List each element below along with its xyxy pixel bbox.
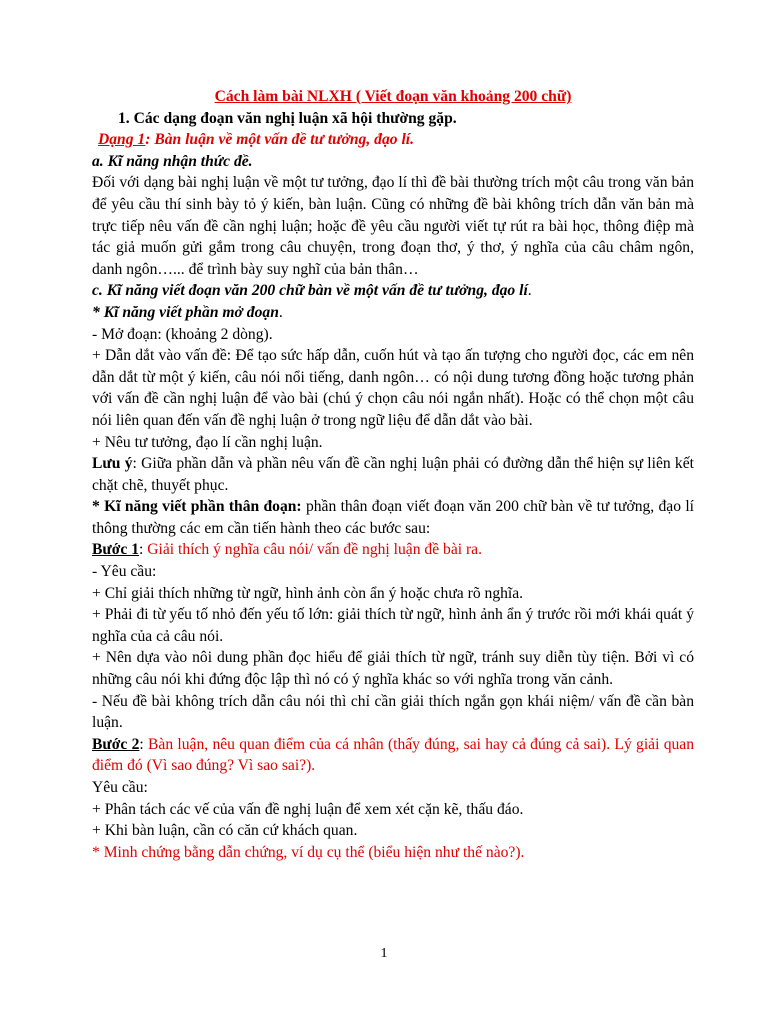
dan-dat-paragraph: + Dẫn dắt vào vấn đề: Để tạo sức hấp dẫn, cuốn hút và tạo ấn tượng cho người đọc, các em nên dẫn dắt từ một ý kiến, câu nói nổi tiếng, danh ngôn… có nội dung tương đồng hoặc tương phản với vấn đề cần nghị luận để vào bài (chú ý chọn câu nói ngắn nhất). Hoặc có thể chọn một câu nói liên quan đến vấn đề nghị luận ở trong ngữ liệu để dẫn dắt vào bài. bbox=[92, 347, 694, 429]
mo-doan-heading-end: . bbox=[278, 303, 283, 321]
subheading-c-text: c. Kĩ năng viết đoạn văn 200 chữ bàn về một vấn đề tư tưởng, đạo lí bbox=[92, 282, 528, 300]
document-title: Cách làm bài NLXH ( Viết đoạn văn khoảng 200 chữ) bbox=[214, 88, 572, 105]
buoc-1-line: - Nếu đề bài không trích dẫn câu nói thì chỉ cần giải thích ngắn gọn khái niệm/ vấn đề cần bàn luận. bbox=[92, 692, 694, 732]
buoc-2-heading bbox=[92, 734, 694, 777]
buoc-2-text: Bàn luận, nêu quan điểm của cá nhân (thấy đúng, sai hay cả đúng cả sai). Lý giải quan điểm đó (Vì sao đúng? Vì sao sai?). bbox=[92, 735, 695, 775]
subheading-c-end: . bbox=[527, 282, 532, 300]
buoc-2-colon: : bbox=[139, 735, 149, 753]
subheading-c bbox=[92, 280, 694, 302]
buoc-1-line: - Yêu cầu: bbox=[92, 563, 157, 581]
mo-doan-heading bbox=[92, 302, 694, 324]
buoc-1-label: Bước 1 bbox=[92, 541, 140, 559]
minh-chung-line: * Minh chứng bằng dẫn chứng, ví dụ cụ thể (biểu hiện như thế nào?). bbox=[92, 843, 525, 861]
luu-y-text: : Giữa phần dẫn và phần nêu vấn đề cần nghị luận phải có đường dẫn thể hiện sự liên kết chặt chẽ, thuyết phục. bbox=[92, 455, 694, 494]
mo-doan-heading-text: * Kĩ năng viết phần mở đoạn bbox=[92, 303, 279, 321]
luu-y-label: Lưu ý bbox=[92, 455, 133, 473]
than-doan-paragraph bbox=[92, 496, 694, 539]
buoc-2-label: Bước 2 bbox=[92, 735, 140, 753]
buoc-2-line: Yêu cầu: bbox=[92, 779, 148, 796]
paragraph-a: Đối với dạng bài nghị luận về một tư tưởng, đạo lí thì đề bài thường trích một câu trong văn bản để yêu cầu thí sinh bày tỏ ý kiến, bàn luận. Cũng có những đề bài không trích dẫn văn bản mà trực tiếp nêu vấn đề cần nghị luận; hoặc đề yêu cầu người viết tự rút ra bài học, thông điệp mà tác giả muốn gửi gắm trong câu chuyện, trong đoạn thơ, ý thơ, ý nghĩa của câu châm ngôn, danh ngôn…... để trình bày suy nghĩ của bản thân… bbox=[92, 174, 694, 278]
buoc-2-line: + Phân tách các vế của vấn đề nghị luận để xem xét cặn kẽ, thấu đáo. bbox=[92, 800, 524, 818]
luu-y-paragraph bbox=[92, 453, 694, 496]
buoc-1-line: + Chỉ giải thích những từ ngữ, hình ảnh còn ẩn ý hoặc chưa rõ nghĩa. bbox=[92, 584, 524, 602]
page-number: 1 bbox=[380, 946, 388, 961]
buoc-1-text: Giải thích ý nghĩa câu nói/ vấn đề nghị luận đề bài ra. bbox=[147, 541, 482, 559]
dang-1-label: Dạng 1 bbox=[98, 131, 146, 149]
buoc-1-line: + Phải đi từ yếu tố nhỏ đến yếu tố lớn: giải thích từ ngữ, hình ảnh ẩn ý trước rồi mới khái quát ý nghĩa của cả câu nói. bbox=[92, 606, 694, 645]
section-heading-1: 1. Các dạng đoạn văn nghị luận xã hội thường gặp. bbox=[118, 109, 457, 127]
subheading-a: a. Kĩ năng nhận thức đề. bbox=[92, 152, 253, 170]
buoc-2-line: + Khi bàn luận, cần có căn cứ khách quan. bbox=[92, 822, 358, 840]
than-doan-text: phần thân đoạn viết đoạn văn 200 chữ bàn về tư tưởng, đạo lí thông thường các em cần tiến hành theo các bước sau: bbox=[92, 498, 694, 537]
buoc-1-line: + Nên dựa vào nôi dung phần đọc hiểu để giải thích từ ngữ, tránh suy diễn tùy tiện. Bởi vì có những câu nói khi đứng độc lập thì nó có ý nghĩa khác so với nghĩa trong văn cảnh. bbox=[92, 649, 694, 689]
dang-1-text: : Bàn luận về một vấn đề tư tưởng, đạo lí. bbox=[145, 131, 415, 149]
mo-doan-line: - Mở đoạn: (khoảng 2 dòng). bbox=[92, 325, 273, 343]
than-doan-label: * Kĩ năng viết phần thân đoạn: bbox=[92, 498, 302, 516]
document-page bbox=[92, 86, 694, 863]
buoc-1-colon: : bbox=[139, 541, 148, 559]
buoc-1-heading bbox=[92, 539, 694, 561]
dang-1-heading bbox=[92, 129, 694, 151]
neu-tu-tuong-line: + Nêu tư tưởng, đạo lí cần nghị luận. bbox=[92, 433, 323, 451]
